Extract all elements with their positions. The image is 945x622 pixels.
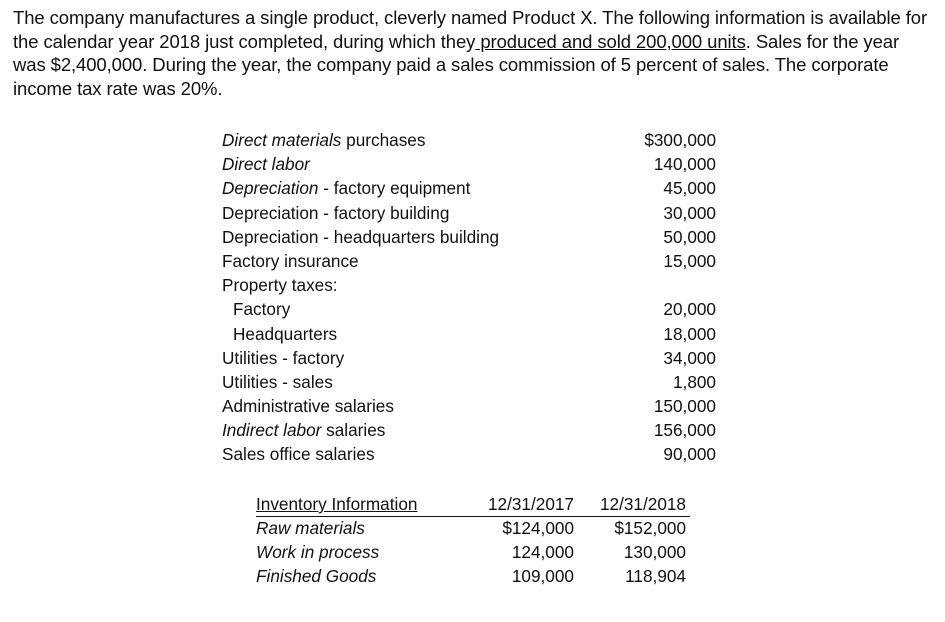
cost-row bbox=[222, 322, 722, 346]
inventory-col-2018: 12/31/2018 bbox=[599, 494, 686, 514]
inventory-value-2018: 130,000 bbox=[623, 542, 686, 562]
cost-row bbox=[222, 176, 722, 200]
inventory-value-2017: 109,000 bbox=[511, 566, 574, 586]
cost-amount: 45,000 bbox=[663, 178, 716, 199]
cost-label-italic: Direct labor bbox=[222, 154, 310, 175]
cost-label: Utilities - sales bbox=[222, 371, 333, 392]
cost-row bbox=[222, 297, 722, 321]
inventory-header-label: Inventory Information bbox=[256, 494, 418, 514]
cost-label-italic: Direct materials bbox=[222, 130, 342, 150]
cost-amount: 1,800 bbox=[672, 371, 716, 392]
inventory-value-2017: $124,000 bbox=[502, 518, 574, 538]
inventory-value-2018: $152,000 bbox=[614, 518, 686, 538]
inventory-label: Finished Goods bbox=[256, 566, 377, 586]
cost-label-italic: Depreciation bbox=[222, 178, 319, 199]
cost-row bbox=[222, 442, 722, 466]
cost-amount: 20,000 bbox=[663, 299, 716, 320]
inventory-row bbox=[256, 540, 696, 564]
cost-row bbox=[222, 346, 722, 370]
cost-label: purchases bbox=[341, 130, 426, 150]
cost-label: Headquarters bbox=[233, 323, 338, 344]
intro-paragraph bbox=[13, 6, 933, 100]
cost-label: - factory equipment bbox=[318, 178, 471, 199]
cost-row bbox=[222, 128, 722, 152]
inventory-header-row bbox=[256, 492, 696, 516]
cost-amount: 156,000 bbox=[653, 420, 716, 441]
cost-row bbox=[222, 394, 722, 418]
cost-amount: 150,000 bbox=[653, 396, 716, 417]
cost-label: salaries bbox=[321, 420, 386, 441]
cost-amount: 34,000 bbox=[663, 347, 716, 368]
inventory-label: Work in process bbox=[256, 542, 380, 562]
cost-row bbox=[222, 225, 722, 249]
cost-amount: 50,000 bbox=[663, 226, 716, 247]
cost-label: Factory insurance bbox=[222, 250, 359, 271]
cost-list bbox=[222, 128, 722, 467]
inventory-value-2017: 124,000 bbox=[511, 542, 574, 562]
cost-amount: 140,000 bbox=[653, 154, 716, 175]
cost-amount: 30,000 bbox=[663, 202, 716, 223]
inventory-col-2017: 12/31/2017 bbox=[487, 494, 574, 514]
cost-label: Sales office salaries bbox=[222, 444, 375, 465]
inventory-label: Raw materials bbox=[256, 518, 365, 538]
inventory-value-2018: 118,904 bbox=[625, 566, 686, 586]
cost-label: Depreciation - headquarters building bbox=[222, 226, 500, 247]
cost-amount: $300,000 bbox=[644, 130, 716, 150]
intro-text-2: . Sales for the year was $2,400,000. During the year, the company paid a sales commission of 5 percent of sales. The corporate income tax rate was 20%. bbox=[13, 30, 900, 99]
cost-amount: 18,000 bbox=[663, 323, 716, 344]
cost-label: Property taxes: bbox=[222, 275, 338, 296]
cost-label: Administrative salaries bbox=[222, 396, 394, 417]
intro-text-1: The company manufactures a single product, cleverly named Product X. The following information is available for the calendar year 2018 just completed, during which they bbox=[13, 7, 928, 52]
intro-text-underlined: produced and sold 200,000 units bbox=[475, 30, 746, 52]
cost-row bbox=[222, 152, 722, 176]
inventory-row bbox=[256, 564, 696, 588]
inventory-row bbox=[256, 516, 696, 540]
cost-amount: 90,000 bbox=[663, 444, 716, 465]
cost-label: Utilities - factory bbox=[222, 347, 345, 368]
cost-row bbox=[222, 418, 722, 442]
inventory-table bbox=[256, 492, 696, 588]
cost-row bbox=[222, 249, 722, 273]
cost-label: Factory bbox=[233, 299, 291, 320]
cost-row bbox=[222, 273, 722, 297]
cost-amount: 15,000 bbox=[663, 250, 716, 271]
cost-row bbox=[222, 370, 722, 394]
cost-row bbox=[222, 201, 722, 225]
cost-label: Depreciation - factory building bbox=[222, 202, 450, 223]
cost-label-italic: Indirect labor bbox=[222, 420, 322, 441]
